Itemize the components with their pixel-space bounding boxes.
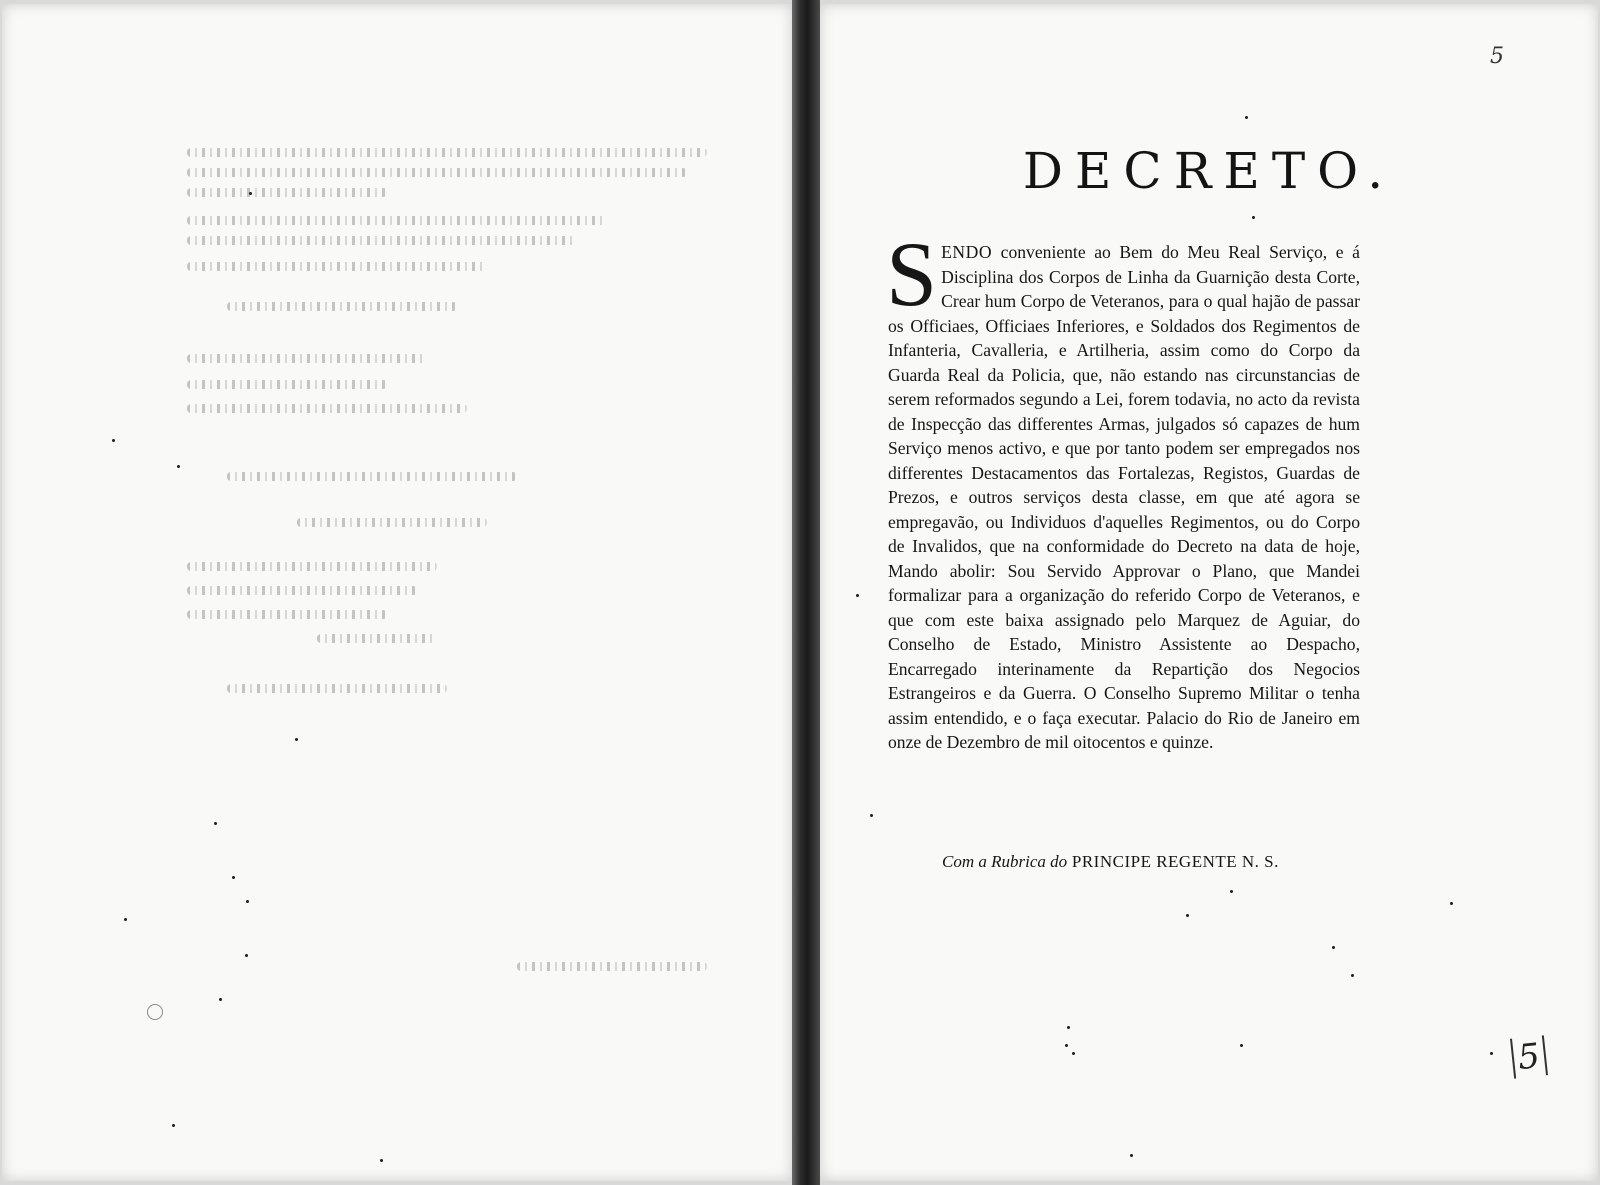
document-title: DECRETO.	[1022, 142, 1396, 200]
right-page	[820, 4, 1598, 1181]
decree-body	[886, 223, 1360, 755]
drop-cap: S	[886, 223, 938, 325]
first-word: ENDO	[941, 242, 993, 262]
left-page	[2, 4, 792, 1181]
signature-intro: Com a Rubrica do	[942, 852, 1068, 871]
signature-line	[942, 852, 1279, 872]
book-gutter	[792, 0, 820, 1185]
archive-stamp: 5	[1510, 1035, 1548, 1078]
signature-name: PRINCIPE REGENTE N. S.	[1071, 852, 1279, 871]
ring-mark	[147, 1004, 163, 1020]
folio-number: 5	[1490, 44, 1504, 69]
body-text: conveniente ao Bem do Meu Real Serviço, e á Disciplina dos Corpos de Linha da Guarnição desta Corte, Crear hum Corpo de Veteranos, para o qual hajão de passar os Officiaes, Officiaes Inferiores, e Soldados dos Regimentos de Infanteria, Cavalleria, e Artilheria, assim como do Corpo da Guarda Real da Policia, que, não estando nas circunstancias de serem reformados segundo a Lei, forem todavia, no acto da revista de Inspecção das differentes Armas, julgados só capazes de hum Serviço menos activo, e que por tanto podem ser empregados nos differentes Destacamentos das Fortalezas, Registos, Guardas de Prezos, e outros serviços desta classe, em que até agora se empregavão, ou Individuos d'aquelles Regimentos, ou do Corpo de Invalidos, que na conformidade do Decreto na data de hoje, Mando abolir: Sou Servido Approvar o Plano, que Mandei formalizar para a organização do referido Corpo de Veteranos, e que com este baixa assignado pelo Marquez de Aguiar, do Conselho de Estado, Ministro Assistente ao Despacho, Encarregado interinamente da Repartição dos Negocios Estrangeiros e da Guerra. O Conselho Supremo Militar o tenha assim entendido, e o faça executar. Palacio do Rio de Janeiro em onze de Dezembro de mil oitocentos e quinze.	[888, 242, 1360, 752]
